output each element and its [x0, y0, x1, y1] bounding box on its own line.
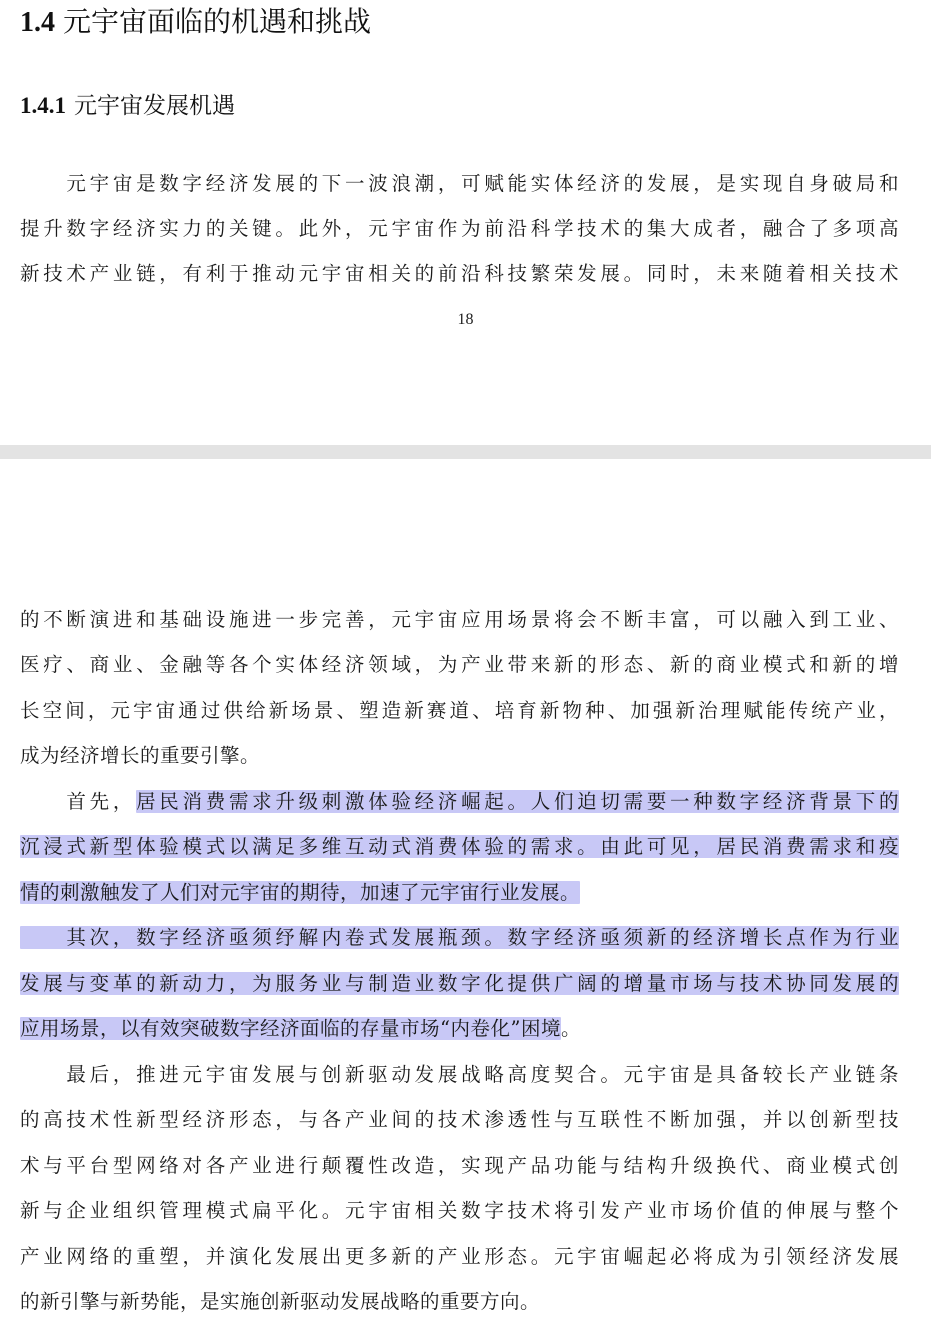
highlighted-text[interactable]: 发展与变革的新动力，为服务业与制造业数字化提供广阔的增量市场与技术协同发展的: [20, 972, 899, 995]
paragraph-line: [20, 829, 899, 865]
paragraph-line: [20, 920, 899, 956]
subsection-title: 元宇宙发展机遇: [74, 93, 235, 119]
paragraph-line: 术与平台型网络对各产业进行颠覆性改造，实现产品功能与结构升级换代、商业模式创: [20, 1154, 899, 1177]
highlighted-text[interactable]: 沉浸式新型体验模式以满足多维互动式消费体验的需求。由此可见，居民消费需求和疫: [20, 835, 899, 858]
highlighted-text[interactable]: 情的刺激触发了人们对元宇宙的期待，加速了元宇宙行业发展。: [20, 881, 581, 904]
paragraph-line: [20, 784, 899, 820]
paragraph-line: 元宇宙是数字经济发展的下一波浪潮，可赋能实体经济的发展，是实现自身破局和: [20, 172, 899, 195]
paragraph-line: 长空间，元宇宙通过供给新场景、塑造新赛道、培育新物种、加强新治理赋能传统产业，: [20, 699, 899, 722]
paragraph-line: 新与企业组织管理模式扁平化。元宇宙相关数字技术将引发产业市场价值的伸展与整个: [20, 1199, 899, 1222]
paragraph-line: 最后，推进元宇宙发展与创新驱动发展战略高度契合。元宇宙是具备较长产业链条: [20, 1063, 899, 1086]
paragraph-line: 医疗、商业、金融等各个实体经济领域，为产业带来新的形态、新的商业模式和新的增: [20, 653, 899, 676]
paragraph-line: 提升数字经济实力的关键。此外，元宇宙作为前沿科学技术的集大成者，融合了多项高: [20, 217, 899, 240]
highlighted-text[interactable]: 居民消费需求升级刺激体验经济崛起。人们迫切需要一种数字经济背景下的: [136, 790, 899, 813]
paragraph-line: [20, 1011, 899, 1047]
subsection-number: 1.4.1: [20, 93, 66, 118]
paragraph-tail: 。: [560, 1017, 581, 1040]
paragraph-line: 的不断演进和基础设施进一步完善，元宇宙应用场景将会不断丰富，可以融入到工业、: [20, 608, 899, 631]
paragraph-line: 新技术产业链，有利于推动元宇宙相关的前沿科技繁荣发展。同时，未来随着相关技术: [20, 262, 899, 285]
subsection-heading-1-4-1: [20, 86, 235, 126]
highlighted-text[interactable]: 应用场景，以有效突破数字经济面临的存量市场“内卷化”困境: [20, 1017, 561, 1040]
section-number: 1.4: [20, 7, 55, 38]
paragraph-line: 的新引擎与新势能，是实施创新驱动发展战略的重要方向。: [20, 1290, 541, 1313]
document-page-18: [0, 0, 931, 445]
paragraph-line: [20, 875, 899, 911]
paragraph-lead: 首先，: [20, 790, 137, 813]
paragraph-line: [20, 966, 899, 1002]
page-number: 18: [457, 311, 474, 328]
document-page-19: [0, 459, 931, 1337]
paragraph-line: 成为经济增长的重要引擎。: [20, 744, 261, 767]
paragraph-line: 产业网络的重塑，并演化发展出更多新的产业形态。元宇宙崛起必将成为引领经济发展: [20, 1245, 899, 1268]
section-heading-1-4: [20, 2, 371, 43]
section-title: 元宇宙面临的机遇和挑战: [63, 5, 372, 38]
highlighted-text[interactable]: 其次，数字经济亟须纾解内卷式发展瓶颈。数字经济亟须新的经济增长点作为行业: [20, 926, 899, 949]
page-separator: [0, 445, 931, 459]
paragraph-line: 的高技术性新型经济形态，与各产业间的技术渗透性与互联性不断加强，并以创新型技: [20, 1108, 899, 1131]
